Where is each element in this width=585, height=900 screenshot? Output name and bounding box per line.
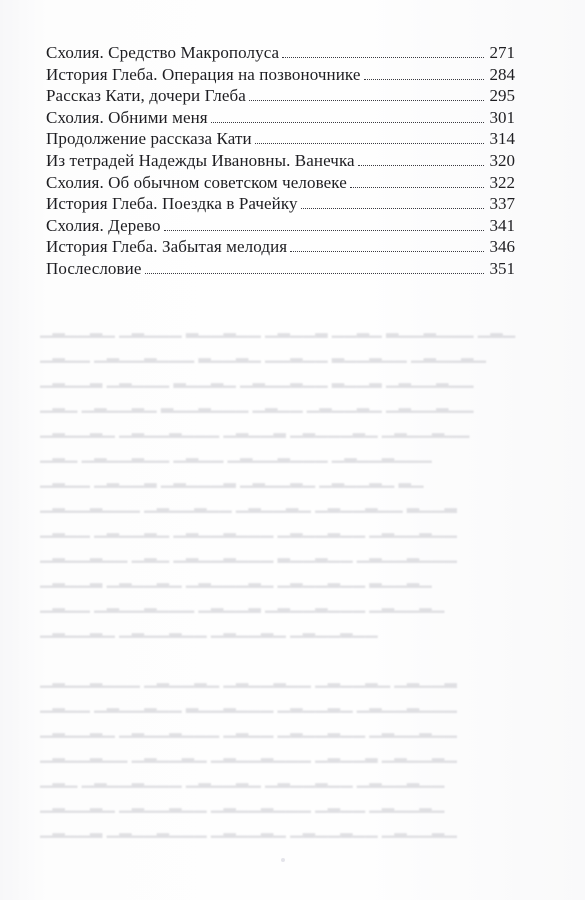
toc-entry-title: Из тетрадей Надежды Ивановны. Ванечка [46,150,355,170]
toc-entry-page: 271 [489,43,515,62]
toc-entry[interactable] [46,236,515,258]
dot-leader [145,273,485,274]
toc-entry-title: Продолжение рассказа Кати [46,129,252,149]
toc-entry-title: История Глеба. Операция на позвоночнике [46,64,361,84]
paper-speck [281,858,285,862]
toc-entry-page: 320 [489,150,515,170]
toc-entry-page: 346 [489,237,515,257]
toc-entry-page: 341 [489,215,515,235]
toc-entry-page: 314 [489,129,515,149]
toc-entry[interactable] [46,258,515,280]
toc-entry[interactable] [46,172,515,194]
dot-leader [290,251,484,252]
toc-entry-page: 322 [489,172,515,192]
table-of-contents [46,42,515,280]
toc-entry-title: История Глеба. Забытая мелодия [46,237,288,257]
toc-entry-page: 337 [489,194,515,214]
toc-entry[interactable] [46,193,515,215]
dot-leader [164,230,484,231]
toc-entry-page: 351 [489,258,515,278]
toc-entry[interactable] [46,64,515,86]
toc-entry-title: Схолия. Средство Макрополуса [46,43,280,62]
dot-leader [350,187,484,188]
toc-entry-title: Послесловие [46,258,142,278]
toc-entry-page: 284 [489,64,515,84]
toc-entry[interactable] [46,85,515,107]
dot-leader [364,79,485,80]
dot-leader [249,100,484,101]
dot-leader [211,122,484,123]
toc-entry[interactable] [46,128,515,150]
toc-entry-page: 301 [489,107,515,127]
dot-leader [255,143,484,144]
toc-entry-title: Схолия. Обними меня [46,107,208,127]
toc-entry[interactable] [46,215,515,237]
toc-entry-title: Схолия. Об обычном советском человеке [46,172,347,192]
dot-leader [282,57,484,58]
toc-entry[interactable] [46,107,515,129]
show-through-text: ▁▂▁▁▂▁ ▁▂▁▁▁ ▂▁▁▂▁▁ ▁▂▁▁▂ ▁▁▂▁ ▂▁▁▂▁▁▁ ▁▂▁ ▁▂▁▁ ▁▂▁▁▂▁▁▁ ▂▁▁▂▁ ▁▁▂▁▁ ▂▁▁▂▁▁ ▁▂▁▁▂▁ ▁▂▁▁▂ ▁▂▁▁▁ ▂▁▁▂▁ ▁▂▁▁▂▁▁ ▂▁▁▂ ▁▂▁▁▂▁▁ ▁▂▁ ▁▂▁▁▂▁ ▂▁▁▂▁▁▁ ▁▂▁▁ ▁▂▁▁▂▁ ▁▂▁▁▂▁▁ ▁▂▁▁▂▁ ▁▂▁▁▂▁▁▁ ▁▂▁▁▂ ▁▂▁▁▁▂▁ ▁▂▁▁▂▁▁ ▁▂▁ ▁▂▁▁▂▁▁ ▁▂▁▁ ▁▂▁▁▂▁▁▁ ▁▂▁▁▂▁▁▁ ▁▂▁▁ ▁▂▁▁▂ ▁▂▁▁▁▂ ▁▂▁▁▂▁ ▁▂▁▁▂▁ ▂▁ ▁▂▁▁▂▁▁▁ ▁▂▁▁▂▁▁ ▁▂▁▁▂▁ ▁▂▁▁▂▁▁ ▂▁▁▂ ▁▂▁▁ ▁▂▁▁▂▁ ▁▂▁▁▂▁▁▁ ▁▂▁▁▂▁▁ ▁▂▁▁▂▁▁ ▁▂▁▁▂▁▁ ▁▂▁ ▁▂▁▁▂▁▁▁ ▂▁▁▂▁▁ ▁▂▁▁▂▁▁▁ ▁▂▁▁▂ ▁▂▁▁▂▁ ▁▂▁▁▁▂▁ ▁▂▁▁▂▁▁ ▂▁▁▂▁ ▁▂▁▁ ▁▂▁▁▂▁▁▁ ▁▂▁▁▂ ▁▂▁▁▂▁▁▁ ▁▂▁▁▂▁ ▁▂▁▁▂▁ ▁▂▁▁▂▁▁ ▁▂▁▁▂▁ ▁▂▁▁▂▁▁ ▁▂▁▁▂▁▁▁ ▁▂▁▁▂▁ ▁▂▁▁▂▁▁ ▁▂▁▁▂▁ ▁▂▁▁▂ ▁▂▁▁ ▁▂▁▁▂▁▁ ▂▁▁▂▁▁▁ ▁▂▁▁▂▁ ▁▂▁▁▂▁▁▁ ▁▂▁▁▂▁ ▁▂▁▁▂▁▁▁ ▁▂▁▁ ▁▂▁▁▂▁▁ ▁▂▁▁▂▁▁ ▁▂▁▁▂▁▁ ▁▂▁▁▂▁ ▁▂▁▁▂▁▁▁ ▁▂▁▁▂ ▁▂▁▁▂▁ ▁▂▁ ▁▂▁▁▂▁▁▁ ▁▂▁▁▂▁ ▁▂▁▁▂▁▁ ▁▂▁▁▂▁▁ ▁▂▁▁▂▁ ▁▂▁▁▂▁▁ ▁▂▁▁▂▁▁▁ ▁▂▁▁ ▁▂▁▁▂▁ ▁▂▁▁▂ ▁▂▁▁▂▁▁▁ ▁▂▁▁▂▁ ▁▂▁▁▂▁▁ ▁▂▁▁▂▁ [40,321,516,838]
toc-entry[interactable] [46,150,515,172]
toc-entry-title: Схолия. Дерево [46,215,161,235]
dot-leader [358,165,484,166]
toc-entry-page: 295 [489,86,515,106]
toc-entry[interactable] [46,42,515,64]
toc-entry-title: История Глеба. Поездка в Рачейку [46,194,298,214]
dot-leader [301,208,484,209]
toc-entry-title: Рассказ Кати, дочери Глеба [46,86,246,106]
